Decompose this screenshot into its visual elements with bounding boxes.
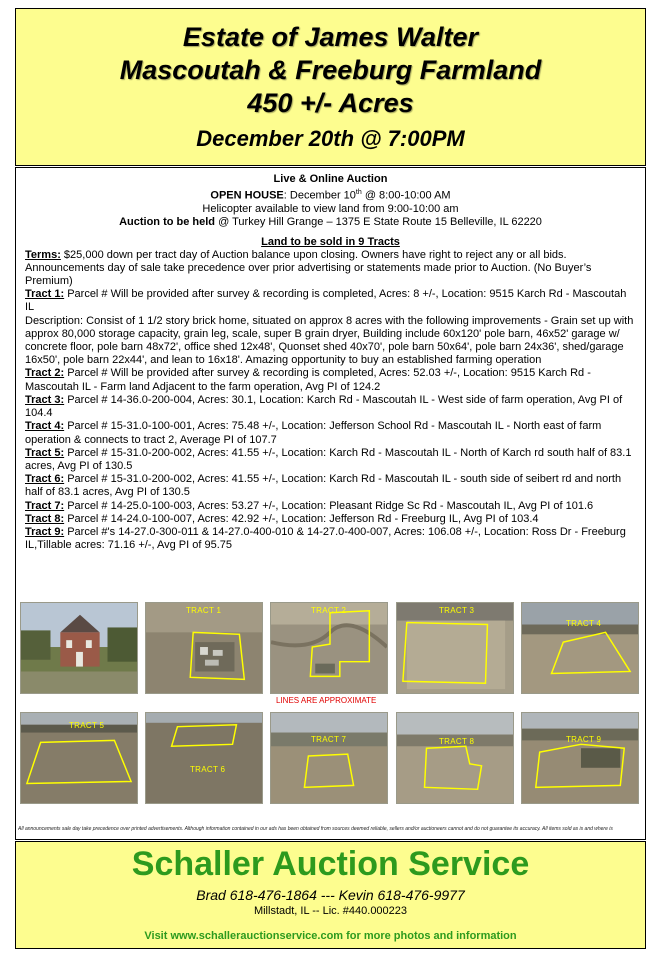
open-house-sup: th [355, 189, 362, 196]
open-house-line [16, 186, 645, 203]
auction-date: December 20th @ 7:00PM [196, 126, 465, 151]
tract-1 [25, 288, 636, 314]
city-license: Millstadt, IL -- Lic. #440.000223 [253, 905, 408, 917]
terms-label: Terms: [25, 248, 61, 261]
open-house-time: @ 8:00-10:00 AM [361, 189, 451, 202]
phone-numbers: Brad 618-476-1864 --- Kevin 618-476-9977 [196, 887, 465, 903]
tract-2-label: Tract 2: [25, 367, 65, 380]
tract-6-label: Tract 6: [25, 473, 65, 486]
terms-block [16, 249, 645, 553]
disclaimer: All announcements sale day take precedence over printed advertisements. Although information contained in our ads has been obtained from sources deemed reliable, sellers and/or auctioneers cannot and do not guarantee its accuracy. All items sold as is and where is [18, 826, 613, 832]
tract-9-photo [521, 712, 639, 804]
farmhouse-photo [20, 602, 138, 694]
company-name: Schaller Auction Service [131, 845, 530, 883]
tract-5-text: Parcel # 15-31.0-200-002, Acres: 41.55 +/-, Location: Karch Rd - Mascoutah IL - North of Karch rd south half of 83.1 acres, Avg PI of 130.5 [25, 446, 632, 472]
tract-7 [25, 500, 636, 513]
tract-2-photo-label: TRACT 2 [311, 606, 347, 615]
tract-5-label: Tract 5: [25, 446, 65, 459]
tract-4-text: Parcel # 15-31.0-100-001, Acres: 75.48 +/-, Location: Jefferson School Rd - Mascoutah IL - North east of farm operation & connects to tract 2, Average PI of 107.7 [25, 420, 602, 446]
tract-3-label: Tract 3: [25, 393, 65, 406]
tract-8-label: Tract 8: [25, 512, 65, 525]
tract-6-photo-label: TRACT 6 [190, 765, 226, 774]
terms-text: $25,000 down per tract day of Auction balance upon closing. Owners have right to reject any or all bids. Announcements day of sale take precedence over prior advertising or statements made prior to Auction. (No Buyer’s Premium) [25, 248, 592, 288]
tract-3 [25, 394, 636, 420]
tract-6-photo [145, 712, 263, 804]
tract-4-label: Tract 4: [25, 420, 65, 433]
header-banner [15, 8, 646, 166]
tract-1-text: Parcel # Will be provided after survey & recording is completed, Acres: 8 +/-, Location: 9515 Karch Rd - Mascoutah IL [25, 288, 627, 314]
tract-7-photo [270, 712, 388, 804]
helicopter-line: Helicopter available to view land from 9:00-10:00 am [202, 202, 459, 215]
tract-8 [25, 513, 636, 526]
auction-location-line [16, 216, 645, 229]
tract-7-photo-label: TRACT 7 [311, 735, 347, 744]
photo-gallery [20, 598, 642, 828]
tract-2 [25, 367, 636, 393]
tract-7-label: Tract 7: [25, 499, 65, 512]
details-box [15, 167, 646, 840]
tract-8-photo-label: TRACT 8 [439, 737, 475, 746]
tract-9-text: Parcel #'s 14-27.0-300-011 & 14-27.0-400-010 & 14-27.0-400-007, Acres: 106.08 +/-, Location: Ross Dr - Freeburg IL,Tillable acres: 71.16 +/-, Avg PI of 95.75 [25, 525, 626, 552]
auction-held-label: Auction to be held [119, 215, 216, 228]
terms-paragraph [25, 249, 636, 289]
footer-banner [15, 841, 646, 949]
tract-6 [25, 473, 636, 499]
title-line-3: 450 +/- Acres [247, 88, 414, 118]
tract-1-label: Tract 1: [25, 288, 65, 301]
lines-approximate-note: LINES ARE APPROXIMATE [276, 696, 377, 705]
title-line-2: Mascoutah & Freeburg Farmland [119, 55, 542, 85]
tract-4-photo-label: TRACT 4 [566, 619, 602, 628]
tract-9 [25, 526, 636, 552]
tract-6-text: Parcel # 15-31.0-200-002, Acres: 41.55 +/-, Location: Karch Rd - Mascoutah IL - south side of seibert rd and north half of 83.1 acres, Avg PI of 130.5 [25, 473, 622, 499]
tract-4-photo [521, 602, 639, 694]
open-house-date: : December 10 [283, 189, 356, 202]
tract-5 [25, 447, 636, 473]
live-online-label: Live & Online Auction [273, 173, 388, 185]
tract-2-text: Parcel # Will be provided after survey & recording is completed, Acres: 52.03 +/-, Location: 9515 Karch Rd - Mascoutah IL - Farm land Adjacent to the farm operation, Avg PI of 124.2 [25, 367, 591, 393]
tract-9-photo-label: TRACT 9 [566, 735, 602, 744]
tract-5-photo [20, 712, 138, 804]
tract-5-photo-label: TRACT 5 [69, 721, 105, 730]
open-house-label: OPEN HOUSE [210, 189, 284, 202]
tract-2-photo [270, 602, 388, 694]
tract-1-photo [145, 602, 263, 694]
tract-7-text: Parcel # 14-25.0-100-003, Acres: 53.27 +/-, Location: Pleasant Ridge Sc Rd - Mascoutah IL, Avg PI of 101.6 [64, 499, 594, 512]
intro-block [16, 168, 645, 229]
tract-3-photo-label: TRACT 3 [439, 606, 475, 615]
tract-4 [25, 420, 636, 446]
tract-3-text: Parcel # 14-36.0-200-004, Acres: 30.1, Location: Karch Rd - Mascoutah IL - West side of farm operation, Avg PI of 104.4 [25, 393, 623, 420]
tract-1-photo-label: TRACT 1 [186, 606, 222, 615]
tract-9-label: Tract 9: [25, 525, 65, 538]
tract-8-photo [396, 712, 514, 804]
title-line-1: Estate of James Walter [182, 22, 479, 52]
tracts-title: Land to be sold in 9 Tracts [261, 235, 400, 248]
tract-3-photo [396, 602, 514, 694]
tract-1-description [25, 315, 636, 368]
auction-location: @ Turkey Hill Grange – 1375 E State Route 15 Belleville, IL 62220 [215, 215, 542, 228]
tract-1-description-text: Description: Consist of 1 1/2 story brick home, situated on approx 8 acres with the following improvements - Grain set up with approx 80,000 storage capacity, grain leg, scale, super B grain dryer, Building include 60x120' pole barn, 46x52' garage w/ concrete floor, pole barn 48x72', office shed 12x48', Quonset shed 40x70', pole barn 50x64', pole barn 24x36', shed/garage 16x50', pole barn 22x44', and lean to 16x18'. Amazing opportunity to buy an established farming operation [25, 314, 634, 367]
website-link[interactable]: Visit www.schallerauctionservice.com for more photos and information [144, 930, 517, 942]
tract-8-text: Parcel # 14-24.0-100-007, Acres: 42.92 +/-, Location: Jefferson Rd - Freeburg IL, Avg PI of 103.4 [64, 512, 539, 525]
